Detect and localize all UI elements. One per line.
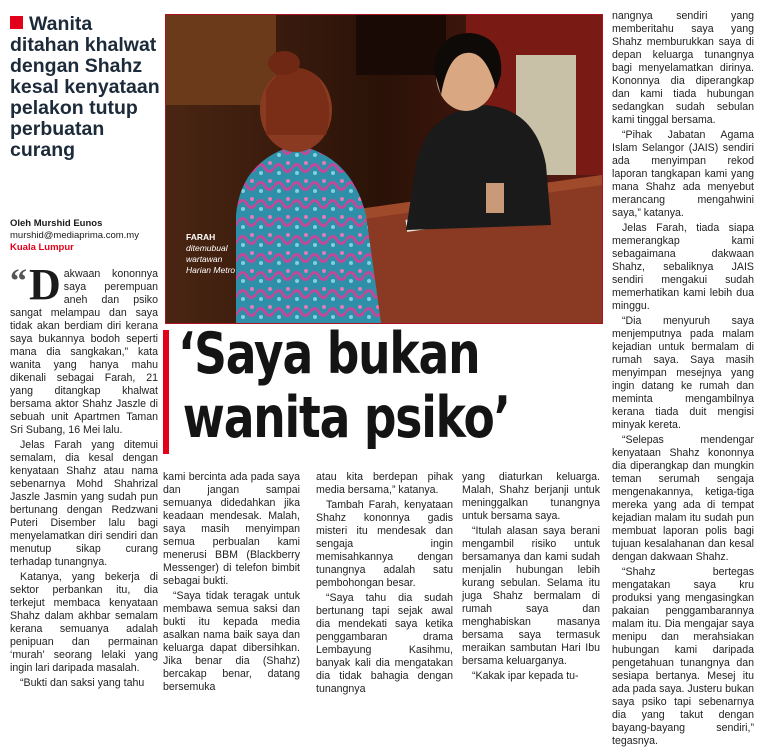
headline-accent-bar: [163, 330, 169, 454]
sidebar-headline-text: Wanita ditahan khalwat dengan Shahz kesal kenyataan pelakon tutup perbuatan curang: [10, 13, 160, 161]
article-column-2: [163, 471, 300, 696]
paragraph: “Bukti dan saksi yang tahu: [20, 677, 145, 689]
lead-paragraph: [10, 260, 158, 437]
paragraph: nangnya sendiri yang memberitahu saya yang Shahz memburukkan saya di depan keluarga tunangnya bagi menyelamatkan dirinya. Kononnya dia diperangkap dan kami tiada hubungan sedangkan sudah sebulan kami tinggal bersama.: [612, 10, 754, 126]
dropcap-letter: D: [29, 260, 61, 309]
main-headline: [178, 322, 522, 462]
article-photo: [165, 14, 603, 324]
article-column-1: [10, 260, 158, 692]
article-column-5: [612, 10, 754, 750]
paragraph: Jelas Farah, tiada siapa memerangkap kami sebagaimana dakwaan Shahz, sebaliknya JAIS sendiri mengakui sudah memerhatikan kami lebih dua minggu.: [612, 222, 754, 312]
paragraph: “Pihak Jabatan Agama Islam Selangor (JAIS) sendiri ada menyimpan rekod laporan tangkapan kami yang mana Shahz ada menyebut merancang mengahwini saya,” katanya.: [612, 129, 754, 219]
caption-name: FARAH: [186, 232, 216, 242]
lead-text: akwaan kononnya saya perempuan aneh dan psiko sangat melampau dan saya tidak akan berdiam diri kerana saya bukannya bodoh seperti mana dia sangkakan,” kata wanita yang hanya mahu dikenali sebagai Farah, 21 yang ditangkap khalwat bersama aktor Shahz Jaszle di sebuah unit Apartmen Taman Sri Subang, 16 Mei lalu.: [10, 268, 158, 436]
paragraph: “Saya tahu dia sudah bertunang tapi sejak awal dia mendekati saya ketika penggambaran drama Lembayung Kasihmu, banyak kali dia mengatakan dia tidak bahagia dengan tunangnya: [316, 592, 453, 695]
paragraph: atau kita berdepan pihak media bersama,” katanya.: [316, 471, 453, 496]
red-square-icon: [10, 16, 23, 29]
caption-line: Harian Metro: [186, 265, 236, 275]
dropcap-quote: “: [10, 263, 27, 300]
paragraph: Katanya, yang bekerja di sektor perbankan itu, dia terkejut membaca kenyataan Shahz dalam akhbar semalam kerana semuanya adalah penipuan dan permainan ‘murah’ seorang lelaki yang ingin lari daripada masalah.: [10, 571, 158, 674]
caption-line: ditemubual: [186, 243, 228, 253]
article-column-3: [316, 471, 453, 698]
photo-caption: [186, 232, 235, 276]
paragraph: Tambah Farah, kenyataan Shahz kononnya gadis misteri itu mendesak dan sengaja ingin memisahkannya dengan tunangnya adalah satu pembohongan besar.: [316, 499, 453, 589]
paragraph: Jelas Farah yang ditemui semalam, dia kesal dengan kenyataan Shahz atau nama sebenarnya Mohd Shahrizal Jaszle Jasmin yang sudah pun bertunang dengan Redzwani Puteri Disember lalu bagi menyelamatkan diri sendiri dan menutup sikap curang terhadap tunangnya.: [10, 439, 158, 568]
article-column-4: [462, 471, 600, 685]
paragraph: yang diaturkan keluarga. Malah, Shahz berjanji untuk meninggalkan tunangnya untuk bersama saya.: [462, 471, 600, 522]
sidebar-headline: [10, 14, 160, 161]
paragraph: “Saya tidak teragak untuk membawa semua saksi dan bukti itu kepada media asalkan nama baik saya dan keluarga dapat dibersihkan. Jika benar dia (Shahz) bercakap benar, datang bersemuka: [163, 590, 300, 693]
author-name: Oleh Murshid Eunos: [10, 218, 103, 229]
headline-line-2: wanita psiko’: [182, 385, 510, 451]
caption-line: wartawan: [186, 254, 223, 264]
paragraph: “Selepas mendengar kenyataan Shahz kononnya dia diperangkap dan mungkin teman serumah sengaja mengenakannya, ketiga-tiga mereka yang ada di tempat kejadian malam itu sudah pun membuat laporan polis bagi tujuan kesalahanan dan kesal dengan dakwaan Shahz.: [612, 434, 754, 563]
photo-illustration: [166, 15, 602, 323]
paragraph: “Dia menyuruh saya menjemputnya pada malam kejadian untuk bermalam di rumah saya. Saya masih menyimpan mesejnya yang ingin datang ke rumah dan meminta mengambilnya kerana tiada duit mengisi minyak kereta.: [612, 315, 754, 431]
paragraph: kami bercinta ada pada saya dan jangan sampai semuanya didedahkan jika keadaan mendesak. Malah, saya masih menyimpan semua perbualan kami menerusi BBM (Blackberry Messenger) di telefon bimbit sebagai bukti.: [163, 471, 300, 587]
author-email: murshid@mediaprima.com.my: [10, 230, 139, 241]
paragraph: “Shahz bertegas mengatakan saya kru produksi yang mengasingkan pakaian penggambarannya malam itu. Dia mengajar saya menipu dan merahsiakan hubungan kami daripada pengetahuan tunangnya dan sesiapa bertanya. Mesej itu ada pada saya. Justeru bukan saya psiko tapi sebenarnya dia yang takut dengan bayang-bayang sendiri,” tegasnya.: [612, 566, 754, 747]
headline-line-1: ‘Saya bukan: [178, 321, 480, 387]
dateline-location: Kuala Lumpur: [10, 242, 74, 253]
paragraph: “Itulah alasan saya berani mengambil risiko untuk bersamanya dan kami sudah menjalin hubungan lebih kurang sebulan. Selama itu juga Shahz bermalam di rumah saya dan menghabiskan masanya bersama saya termasuk meraikan sambutan Hari Ibu bersama keluarganya.: [462, 525, 600, 667]
byline: [10, 218, 160, 254]
paragraph: “Kakak ipar kepada tu-: [472, 670, 579, 682]
